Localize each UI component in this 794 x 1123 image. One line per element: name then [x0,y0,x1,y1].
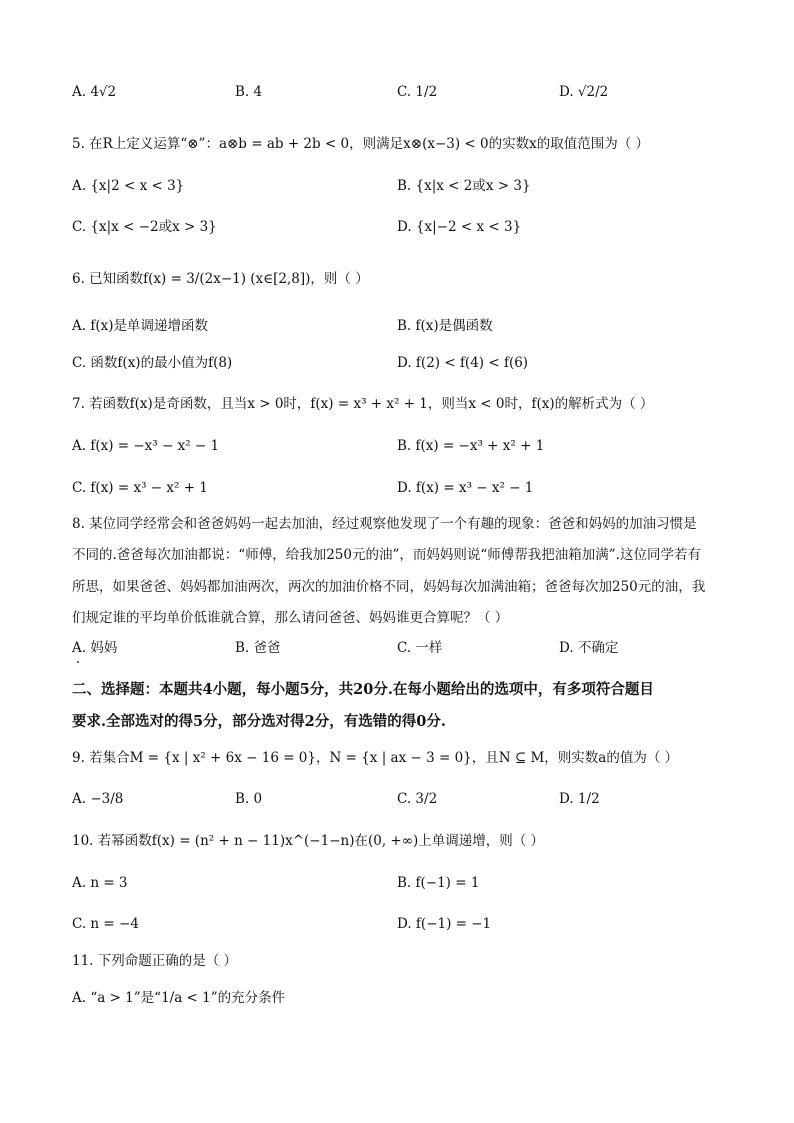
stray-dot [77,661,79,663]
q8-line-2: 不同的.爸爸每次加油都说：“师傅，给我加250元的油”，而妈妈则说“师傅帮我把油箱加满”.这位同学若有 [72,547,701,563]
q9-option-b: B. 0 [235,791,263,807]
q9-option-d: D. 1/2 [559,791,600,807]
section-2-heading-line-1: 二、选择题：本题共4小题，每小题5分，共20分.在每小题给出的选项中，有多项符合题目 [72,681,654,698]
q8-option-b: B. 爸爸 [235,640,281,656]
q10-option-d: D. f(−1) = −1 [397,916,492,932]
q6-option-b: B. f(x)是偶函数 [397,318,493,334]
q10-option-c: C. n = −4 [72,916,139,932]
q5-option-b: B. {x|x < 2或x > 3} [397,178,531,194]
q5-stem: 5. 在R上定义运算“⊗”：a⊗b = ab + 2b < 0，则满足x⊗(x−3) < 0的实数x的取值范围为（ ） [72,136,650,152]
q7-option-a: A. f(x) = −x³ − x² − 1 [72,438,220,454]
q10-option-a: A. n = 3 [72,875,128,891]
q6-option-a: A. f(x)是单调递增函数 [72,318,208,334]
q4-option-c: C. 1/2 [397,84,438,100]
q4-option-a: A. 4√2 [72,84,117,100]
q7-option-c: C. f(x) = x³ − x² + 1 [72,480,208,496]
q10-option-b: B. f(−1) = 1 [397,875,480,891]
q8-line-4: 们规定谁的平均单价低谁就合算，那么请问爸爸、妈妈谁更合算呢？（ ） [72,610,509,626]
q7-stem: 7. 若函数f(x)是奇函数，且当x > 0时，f(x) = x³ + x² + 1，则当x < 0时，f(x)的解析式为（ ） [72,396,654,412]
q11-option-a: A. “a > 1”是“1/a < 1”的充分条件 [72,990,286,1006]
q7-option-b: B. f(x) = −x³ + x² + 1 [397,438,545,454]
q7-option-d: D. f(x) = x³ − x² − 1 [397,480,534,496]
q5-option-a: A. {x|2 < x < 3} [72,178,185,194]
q6-stem: 6. 已知函数f(x) = 3/(2x−1) (x∈[2,8])，则（ ） [72,271,369,287]
q8-line-3: 所思，如果爸爸、妈妈都加油两次，两次的加油价格不同，妈妈每次加满油箱；爸爸每次加250元的油，我 [72,579,706,595]
q11-stem: 11. 下列命题正确的是（ ） [72,953,238,969]
q9-option-c: C. 3/2 [397,791,438,807]
q8-option-d: D. 不确定 [559,640,619,656]
q4-option-d: D. √2/2 [559,84,609,100]
q6-option-c: C. 函数f(x)的最小值为f(8) [72,355,233,371]
q10-stem: 10. 若幂函数f(x) = (n² + n − 11)x^(−1−n)在(0, +∞)上单调递增，则（ ） [72,833,545,849]
q8-option-c: C. 一样 [397,640,443,656]
q8-line-1: 8. 某位同学经常会和爸爸妈妈一起去加油，经过观察他发现了一个有趣的现象：爸爸和妈妈的加油习惯是 [72,516,697,532]
q5-option-c: C. {x|x < −2或x > 3} [72,219,217,235]
q4-option-b: B. 4 [235,84,263,100]
section-2-heading-line-2: 要求.全部选对的得5分，部分选对得2分，有选错的得0分. [72,713,446,730]
q9-option-a: A. −3/8 [72,791,124,807]
q5-option-d: D. {x|−2 < x < 3} [397,219,522,235]
q9-stem: 9. 若集合M = {x | x² + 6x − 16 = 0}，N = {x | ax − 3 = 0}，且N ⊆ M，则实数a的值为（ ） [72,750,679,766]
q6-option-d: D. f(2) < f(4) < f(6) [397,355,529,371]
q8-option-a: A. 妈妈 [72,640,118,656]
